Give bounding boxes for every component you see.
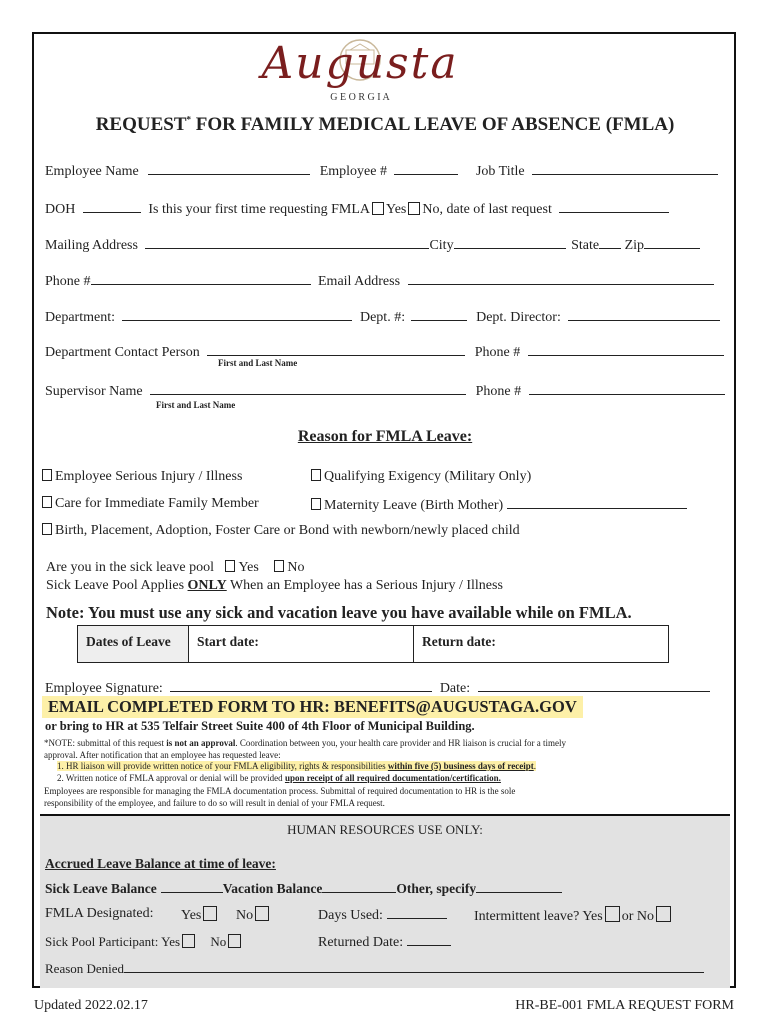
dates-of-leave-label: Dates of Leave [78,626,189,662]
return-date-cell[interactable]: Return date: [422,634,496,649]
balances-row: Sick Leave Balance Vacation Balance Other, specify [45,880,562,897]
note-responsibility-2: responsibility of the employee, and failure to do so will result in denial of your FMLA request. [44,798,385,808]
reason-denied-row: Reason Denied [45,960,704,977]
form-title: REQUEST* FOR FAMILY MEDICAL LEAVE OF ABSENCE (FMLA) [95,114,675,135]
sick-balance-field[interactable] [161,880,223,893]
note-leave: Note: You must use any sick and vacation leave you have available while on FMLA. [46,603,632,622]
first-time-yes-checkbox[interactable] [372,202,384,215]
returned-date-row: Returned Date: [318,933,451,951]
other-balance-field[interactable] [476,880,562,893]
first-time-no-checkbox[interactable] [408,202,420,215]
fmla-designated-label: FMLA Designated: [45,906,154,921]
job-title-field[interactable] [532,162,718,175]
reason-qualifying-exigency[interactable]: Qualifying Exigency (Military Only) [311,469,531,485]
doh-field[interactable] [83,200,141,213]
serious-injury-checkbox[interactable] [42,469,52,481]
employee-number-field[interactable] [394,162,458,175]
maternity-checkbox[interactable] [311,498,321,510]
reason-serious-injury[interactable]: Employee Serious Injury / Illness [42,469,242,485]
dept-contact-hint: First and Last Name [218,358,298,368]
dates-of-leave-table [77,625,669,663]
signature-row: Employee Signature: Date: [45,679,710,697]
logo-subtext: G E O R G I A [330,92,390,103]
dept-number-field[interactable] [411,308,467,321]
sick-pool-yes-checkbox[interactable] [225,560,235,572]
city-field[interactable] [454,236,566,249]
last-request-date-field[interactable] [559,200,669,213]
start-date-cell[interactable]: Start date: [189,626,414,662]
days-used-field[interactable] [387,906,447,919]
birth-placement-checkbox[interactable] [42,523,52,535]
bring-instruction: or bring to HR at 535 Telfair Street Suite 400 of 4th Floor of Municipal Building. [45,719,475,733]
reason-denied-field[interactable] [124,960,704,973]
mailing-row: Mailing Address City State Zip [45,236,700,254]
vacation-balance-field[interactable] [322,880,396,893]
sick-pool-question: Are you in the sick leave pool Yes No [46,560,305,575]
doh-row: DOH Is this your first time requesting FMLA Yes No, date of last request [45,200,669,218]
dept-director-field[interactable] [568,308,720,321]
phone-field[interactable] [91,272,311,285]
employee-signature-field[interactable] [170,679,432,692]
fmla-yes-checkbox[interactable] [203,906,217,921]
hr-header: HUMAN RESOURCES USE ONLY: [287,822,483,837]
augusta-logo [250,38,470,108]
reason-family-care[interactable]: Care for Immediate Family Member [42,496,259,512]
qualifying-exigency-checkbox[interactable] [311,469,321,481]
supervisor-name-field[interactable] [150,382,466,395]
note-responsibility-1: Employees are responsible for managing the FMLA documentation process. Submittal of required documentation to HR is the sole [44,786,516,796]
dept-contact-row: Department Contact Person Phone # [45,343,724,361]
note-approval: *NOTE: submittal of this request is not an approval. Coordination between you, your health care provider and HR liaison is crucial for a timely [44,738,566,748]
intermittent-no-checkbox[interactable] [656,906,671,922]
sick-pool-participant-no-checkbox[interactable] [228,934,241,948]
note-approval-line2: approval. After notification that an employee has requested leave: [44,750,281,760]
department-field[interactable] [122,308,352,321]
department-row: Department: Dept. #: Dept. Director: [45,308,720,326]
email-instruction: EMAIL COMPLETED FORM TO HR: BENEFITS@AUGUSTAGA.GOV [42,696,583,718]
email-address-field[interactable] [408,272,714,285]
dept-contact-field[interactable] [207,343,465,356]
accrued-leave-title: Accrued Leave Balance at time of leave: [45,856,276,871]
intermittent-yes-checkbox[interactable] [605,906,620,922]
sick-pool-participant-yes-checkbox[interactable] [182,934,195,948]
days-used-row: Days Used: [318,906,447,924]
supervisor-row: Supervisor Name Phone # [45,382,725,400]
zip-field[interactable] [644,236,700,249]
reason-title: Reason for FMLA Leave: [297,428,473,445]
sick-pool-no-checkbox[interactable] [274,560,284,572]
sick-pool-participant-row: Sick Pool Participant: Yes No [45,934,243,950]
fmla-designated-no: No [236,906,271,924]
family-care-checkbox[interactable] [42,496,52,508]
phone-row: Phone # Email Address [45,272,714,290]
note-item-1: 1. HR liaison will provide written notice of your FMLA eligibility, rights & responsibilities within five (5) business days of receipt. [57,761,536,771]
note-item-2: 2. Written notice of FMLA approval or denial will be provided upon receipt of all required documentation/certification. [57,773,501,783]
supervisor-hint: First and Last Name [156,400,236,410]
footer-form-id: HR-BE-001 FMLA REQUEST FORM [515,998,734,1013]
dept-contact-phone-field[interactable] [528,343,724,356]
sick-pool-applies: Sick Leave Pool Applies ONLY When an Employee has a Serious Injury / Illness [46,578,503,593]
fmla-no-checkbox[interactable] [255,906,269,921]
supervisor-phone-field[interactable] [529,382,725,395]
logo-wordmark: Augusta [261,38,459,89]
intermittent-row: Intermittent leave? Yes or No [474,906,673,925]
employee-name-row: Employee Name Employee # Job Title [45,162,718,180]
reason-birth-placement[interactable]: Birth, Placement, Adoption, Foster Care or Bond with newborn/newly placed child [42,523,520,539]
reason-maternity[interactable]: Maternity Leave (Birth Mother) [311,496,687,514]
fmla-designated-yes: Yes [181,906,219,924]
mailing-address-field[interactable] [145,236,429,249]
employee-name-field[interactable] [148,162,310,175]
footer-updated: Updated 2022.02.17 [34,998,148,1013]
state-field[interactable] [599,236,621,249]
maternity-field[interactable] [507,496,687,509]
returned-date-field[interactable] [407,933,451,946]
signature-date-field[interactable] [478,679,710,692]
